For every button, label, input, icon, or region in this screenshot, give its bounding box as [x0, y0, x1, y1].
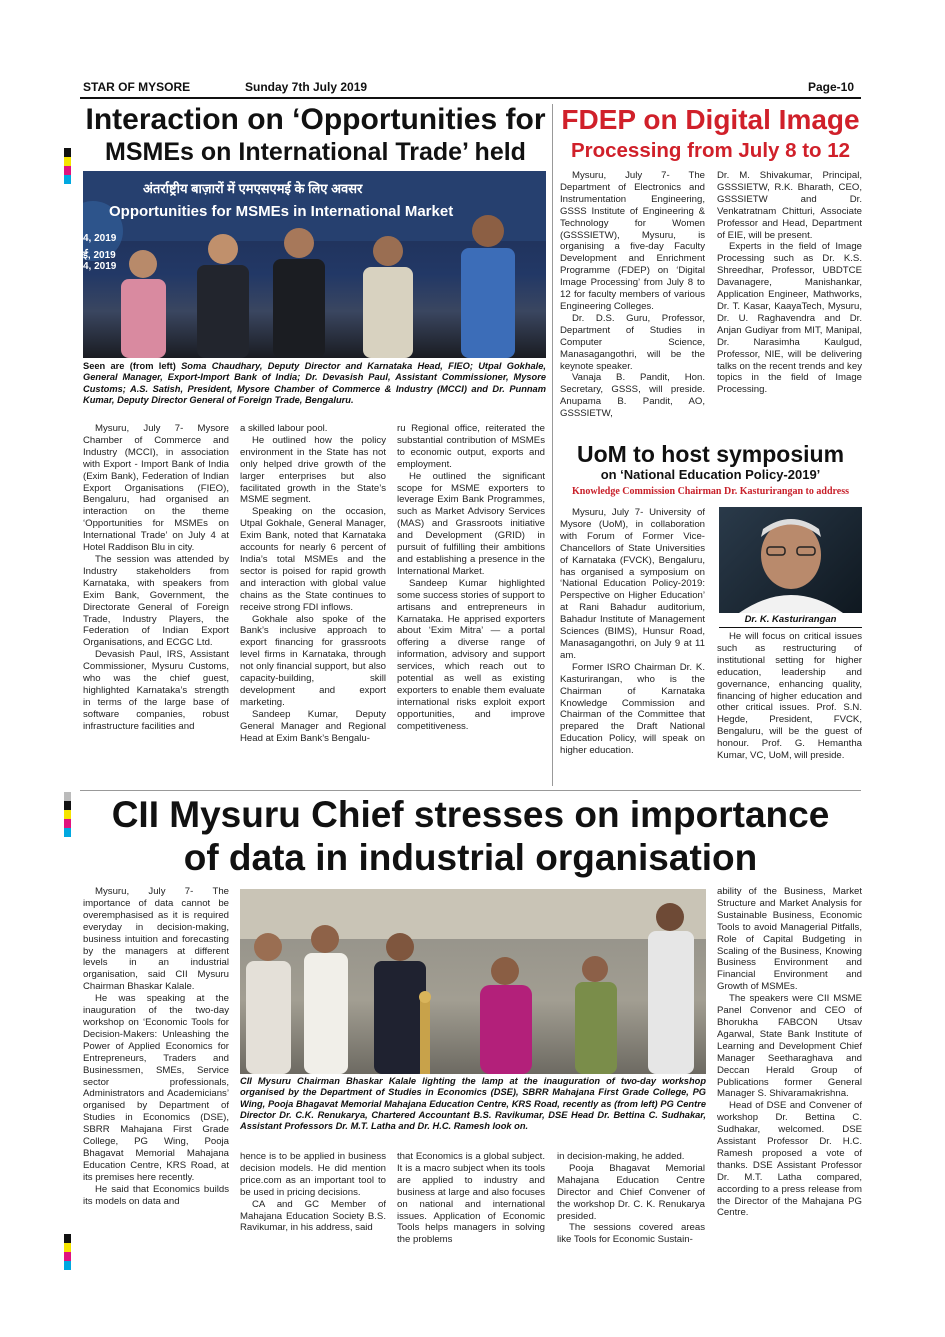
section-separator [80, 790, 861, 791]
a4-c4-p1: in decision-making, he added. [557, 1151, 685, 1162]
a2-c1-p2: Dr. D.S. Guru, Professor, Department of Studies in Computer Science, Manasagangothri, will be the keynote speaker. [560, 312, 705, 372]
masthead-rule [80, 97, 861, 99]
a1-headline-line1: Interaction on ‘Opportunities for [85, 103, 546, 136]
a1-c2-p2: He outlined how the policy environment in the State has not only helped drive growth of the larger enterprises but also facilitated growth in the State’s MSME segment. [240, 434, 386, 506]
a1-c2-p5: Sandeep Kumar, Deputy General Manager and Regional Head at Exim Bank’s Bengalu- [240, 708, 386, 744]
a2-c1-p1: Mysuru, July 7- The Department of Electronics and Instrumentation Engineering, GSSS Institute of Engineering & Technology for Women (GSSSIETW), Mysuru, is organising a five-day Faculty Development and Enrichment Programme (FDEP) on ‘Digital Image Processing’ from July 8 to 12 for faculty members of various Engineering Colleges. [560, 170, 705, 312]
a3-c1-p2: Former ISRO Chairman Dr. K. Kasturirangan, who is the Chairman of Karnataka Knowledge Commission and Chairman of the Committee that prepared the Draft National Education Policy, will speak on higher education. [560, 661, 705, 757]
a1-banner-date-3: 4, 2019 [83, 261, 117, 272]
a1-c2-p3: Speaking on the occasion, Utpal Gokhale, General Manager, Exim Bank, noted that Karnataka accounts for nearly 6 percent of India’s total MSMEs and the sector is poised for rapid growth and interaction with global value chains as the State continues to receive strong FDI inflows. [240, 506, 386, 613]
a1-photo-figures [83, 171, 546, 358]
a1-c3-p3: Sandeep Kumar highlighted some success stories of support to artisans and entrepreneurs in Karnataka. He apprised exporters about ‘Exim Mitra’ — a portal offering a diverse range of information, advisory and support services, which reach out to potential as well as existing exporters to enable them evaluate international risks exploit export opportunities, and improve competitiveness. [397, 577, 545, 732]
a2-c2-p1: Dr. M. Shivakumar, Principal, GSSSIETW, R.K. Bharath, CEO, GSSSIETW and Dr. Venkatratnam Chitturi, Associate Professor and Head, Department of EIE, will be present. [717, 170, 862, 241]
a2-column-1 [560, 170, 705, 438]
a3-c1-p1: Mysuru, July 7- University of Mysore (UoM), in collaboration with Forum of Former Vice-Chancellors of State Universities of Karnataka (FVCK), Bengaluru, has organised a symposium on ‘National Education Policy-2019: Perspective on Higher Education’ at Rani Bahadur auditorium, Bahadur Institute of Management Sciences (BIMS), Hunsur Road, Manasagangothri, on July 9 at 11 am. [560, 507, 705, 661]
a4-c1-p3: He said that Economics builds its models on data and [83, 1183, 229, 1207]
a3-subhead: on ‘National Education Policy-2019’ [600, 467, 821, 482]
a1-column-3 [397, 423, 545, 788]
a4-c3-p1: that Economics is a global subject. It is a macro subject when its tools are applied to industry and business at large and also focuses on national and international issues. Application of Economic Tools helps managers in solving the problems [397, 1151, 545, 1246]
a1-caption-text: Soma Chaudhary, Deputy Director and Karnataka Head, FIEO; Utpal Gokhale, General Manager, Export-Import Bank of India; Dr. Devasish Paul, Assistant Commissioner, Mysore Customs; A.S. Satish, President, Mysore Chamber of Commerce & Industry (MCCI) and Dr. Punnam Kumar, Deputy Director General of Foreign Trade, Bengaluru. [83, 361, 547, 405]
a4-c1-p2: He was speaking at the inauguration of the two-day workshop on ‘Economic Tools for Decision-Makers: Unleashing the Power of Applied Economics for Entrepreneurs, Traders and Businessmen, SMEs, Service sector professionals, Administrators and Academicians’ organised by Department of Studies in Economics (DSE), SBRR Mahajana First Grade College, PG Wing, Pooja Bhagavat Memorial Mahajana Education Centre, KRS Road, at its premises here recently. [83, 993, 229, 1183]
a1-photo-caption [83, 361, 546, 406]
a2-headline-line1: FDEP on Digital Image [561, 104, 860, 135]
a4-headline-line1: CII Mysuru Chief stresses on importance [111, 794, 830, 835]
a2-c2-p2: Experts in the field of Image Processing such as Dr. K.S. Shreedhar, Professor, UBDTCE Davanagere, Manishankar, Application Engineer, Mathworks, Dr. T. Kasar, KaayaTech, Mysuru, Dr. U. Raghavendra and Dr. Anjan Gudiyar from MIT, Manipal, Dr. Narasimha Kaulgud, Professor, NIE, will be delivering talks on the recent trends and key topics in the field of Image Processing. [717, 241, 862, 396]
registration-marks-bottom [64, 1234, 71, 1270]
a1-caption-lead: Seen are (from left) [83, 361, 182, 371]
a4-c2-p1: hence is to be applied in business decision models. He did mention price.com as an important tool to be used in pricing decisions. [240, 1151, 386, 1198]
a1-headline-line2: MSMEs on International Trade’ held [105, 138, 526, 166]
a4-photo-figures [240, 889, 706, 1074]
a1-group-photo [83, 171, 546, 358]
a1-banner-date-2: ई, 2019 [83, 250, 116, 261]
a1-c1-p2: The session was attended by Industry stakeholders from Karnataka, with speakers from Exim Bank, Government, the Directorate General of Foreign Trade, Industry Players, the Federation of Indian Export Organisations, and ECGC Ltd. [83, 553, 229, 649]
page-number: Page-10 [808, 80, 855, 94]
a1-c1-p1: Mysuru, July 7- Mysore Chamber of Commerce and Industry (MCCI), in association with Export - Import Bank of India (Exim Bank), Federation of Indian Export Organisations (FIEO), Bengaluru, had organised an interaction on the theme ‘Opportunities for MSMEs on International Trade’ on July 4 at Hotel Raddison Blu in city. [83, 423, 229, 554]
a1-column-2 [240, 423, 386, 788]
a4-c5-p1: ability of the Business, Market Structure and Market Analysis for Sustainable Business, Economic Tools to avoid Managerial Pitfalls, Role of Capital Budgeting in Scaling of the Business, Knowing Business Environment and Financial Environment and Growth of MSMEs. [717, 886, 862, 993]
a3-photo-caption: Dr. K. Kasturirangan [744, 614, 837, 625]
a3-c2-p1: He will focus on critical issues such as restructuring of institutional setting for higher education, leadership and governance, enhancing quality, financing of higher education and other critical issues. Prof. S.N. Hegde, President, FVCK, Bengaluru, will be the guest of honour. Prof. G. Hemantha Kumar, VC, UoM, will preside. [717, 631, 862, 762]
registration-marks-middle [64, 792, 71, 837]
a4-c4-p2: Pooja Bhagavat Memorial Mahajana Education Centre Director and Chief Convener of the workshop Dr. C. K. Renukarya presided. [557, 1162, 705, 1222]
a2-c1-p3: Vanaja B. Pandit, Hon. Secretary, GSSS, will preside. Anupama B. Pandit, AO, GSSSIETW, [560, 372, 705, 420]
a1-c3-p2: He outlined the significant scope for MSME exporters to leverage Exim Bank Programmes, such as Market Advisory Services (MAS) and Grassroots initiative and Development (GRID) in pursuit of fulfilling their ambitions and establishing a presence in the International Market. [397, 470, 545, 577]
a3-column-2 [717, 631, 862, 787]
a2-headline-line2: Processing from July 8 to 12 [570, 139, 851, 162]
registration-marks-top [64, 148, 71, 184]
a4-c4-p3: The sessions covered areas like Tools for Economic Sustain- [557, 1222, 705, 1246]
a2-column-2 [717, 170, 862, 438]
a4-column-2 [240, 1151, 386, 1269]
a4-c5-p2: The speakers were CII MSME Panel Convenor and CEO of Bhorukha FABCON Utsav Agarwal, State Bank Institute of Learning and Development Chief Manager Seetharaghava and Deccan Herald Group of Publications former General Manager S. Shivaramakrishna. [717, 993, 862, 1100]
a1-c2-p1: a skilled labour pool. [240, 423, 328, 434]
a3-column-1 [560, 507, 705, 787]
a1-c2-p4: Gokhale also spoke of the Bank’s inclusive approach to export financing for grassroots level firms in Karnataka, through not only financial support, but also capacity-building, skill development and export marketing. [240, 613, 386, 708]
a1-c1-p3: Devasish Paul, IRS, Assistant Commissioner, Mysuru Customs, who was the chief guest, highlighted Karnataka’s strength in terms of the large base of software companies, robust infrastructure facilities and [83, 649, 229, 732]
a4-c1-p1: Mysuru, July 7- The importance of data cannot be overemphasised as it is required everyday in decision-making, business intuition and forecasting by the managers at different levels in an industrial organisation, said CII Mysuru Chairman Bhaskar Kalale. [83, 886, 229, 993]
a4-column-3 [397, 1151, 545, 1269]
a3-headline: UoM to host symposium [576, 441, 845, 467]
a4-photo-caption: CII Mysuru Chairman Bhaskar Kalale lighting the lamp at the inauguration of two-day workshop organised by the Department of Studies in Economics (DSE), SBRR Mahajana First Grade College, PG Wing, Pooja Bhagavat Memorial Mahajana Education Centre, KRS Road, recently as (from left) PG Centre Director Dr. C.K. Renukarya, Chartered Accountant B.S. Ravikumar, DSE Head Dr. Bettina C. Sudhakar, Assistant Professors Dr. M.T. Latha and Dr. H.C. Ramesh look on. [240, 1076, 706, 1132]
a3-kicker: Knowledge Commission Chairman Dr. Kasturirangan to address [572, 486, 849, 497]
a4-lamp-lighting-photo [240, 889, 706, 1074]
a4-column-1 [83, 886, 229, 1268]
a3-portrait-figure [719, 507, 862, 613]
a4-column-4 [557, 1151, 705, 1269]
a1-column-1 [83, 423, 229, 788]
a1-c3-p1: ru Regional office, reiterated the substantial contribution of MSMEs to economic output, exports and employment. [397, 423, 545, 470]
a3-caption-rule [719, 627, 862, 628]
paper-name: STAR OF MYSORE [83, 80, 191, 94]
a4-c2-p2: CA and GC Member of Mahajana Education Society B.S. Ravikumar, in his address, said [240, 1198, 386, 1234]
a1-banner-english: Opportunities for MSMEs in International Market [109, 203, 454, 220]
a4-column-5 [717, 886, 862, 1268]
a4-headline-line2: of data in industrial organisation [183, 837, 758, 878]
a4-c5-p3: Head of DSE and Convener of workshop Dr. Bettina C. Sudhakar, welcomed. DSE Assistant Professor Dr. H.C. Ramesh proposed a vote of thanks. DSE Assistant Professor Dr. M.T. Latha compared, according to a press release from the Director of the Mahajana PG Centre. [717, 1100, 862, 1219]
column-divider [552, 104, 553, 786]
issue-date: Sunday 7th July 2019 [245, 80, 368, 94]
a1-banner-date-1: 4, 2019 [83, 233, 117, 244]
a1-banner-hindi: अंतर्राष्ट्रीय बाज़ारों में एमएसएमई के लिए अवसर [143, 181, 363, 196]
a3-portrait-photo [719, 507, 862, 613]
